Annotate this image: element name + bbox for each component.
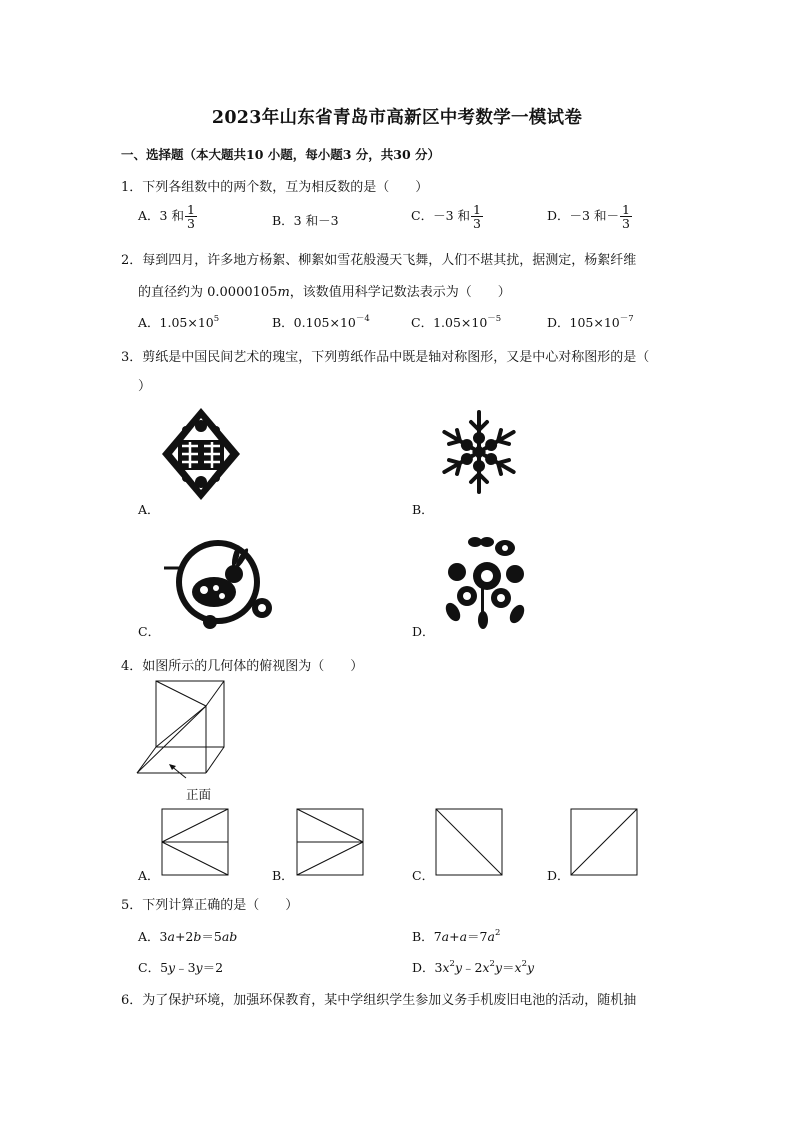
q5-a-label: A． <box>138 929 160 944</box>
q2-d-base: D．105×10 <box>547 315 620 330</box>
q5-d-label: D． <box>412 960 435 975</box>
q2-option-d[interactable] <box>547 313 634 331</box>
q2-b-base: B．0.105×10 <box>272 315 356 330</box>
q2-option-b[interactable] <box>272 313 370 331</box>
q2-c-exp: －5 <box>487 314 502 324</box>
q2-d-exp: －7 <box>619 314 634 324</box>
q1-d-den: 3 <box>621 216 630 231</box>
q3-option-a[interactable]: A． <box>138 502 160 517</box>
q1-d-num: 1 <box>621 202 630 217</box>
q5-b-label: B． <box>412 929 434 944</box>
q1-c-label: C．－3 和 <box>411 208 470 223</box>
papercut-flowers-butterfly-image <box>437 534 531 632</box>
q5-c-label: C． <box>138 960 161 975</box>
q3-option-d[interactable]: D． <box>412 624 435 639</box>
q2-line2-post: ，该数值用科学记数法表示为（ ） <box>289 285 511 300</box>
q3-option-c[interactable]: C． <box>138 624 161 639</box>
q1-a-label: A．3 和 <box>138 208 184 223</box>
question-1-stem: 1．下列各组数中的两个数，互为相反数的是（ ） <box>121 180 429 195</box>
q2-b-exp: －4 <box>355 314 370 324</box>
q1-c-fraction <box>471 203 483 230</box>
q1-a-num: 1 <box>186 202 195 217</box>
q1-d-fraction <box>620 203 632 230</box>
q1-option-d[interactable] <box>547 203 633 230</box>
front-direction-arrow <box>166 762 190 782</box>
q1-d-label: D．－3 和－ <box>547 208 619 223</box>
q4-option-b[interactable]: B． <box>272 868 294 883</box>
question-3-line2: ） <box>138 379 152 394</box>
q1-option-b[interactable]: B．3 和－3 <box>272 213 339 228</box>
q4-option-b-figure <box>296 808 366 878</box>
section-heading: 一、选择题（本大题共10 小题，每小题3 分，共30 分） <box>121 147 441 162</box>
question-4-stem: 4．如图所示的几何体的俯视图为（ ） <box>121 659 364 674</box>
question-2-line1: 2．每到四月，许多地方杨絮、柳絮如雪花般漫天飞舞，人们不堪其扰，据测定，杨絮纤维 <box>121 253 637 268</box>
q4-option-d-figure <box>570 808 640 878</box>
papercut-double-happiness-image <box>160 404 242 502</box>
page-title: 2023年山东省青岛市高新区中考数学一模试卷 <box>211 108 583 128</box>
q2-line2-pre: 的直径约为 0.0000105 <box>138 285 278 300</box>
q1-c-num: 1 <box>473 202 481 217</box>
q5-option-b[interactable]: B．$7a+a=7a^2$ <box>412 928 501 944</box>
q1-a-fraction <box>185 203 197 230</box>
q4-option-c[interactable]: C． <box>412 868 435 883</box>
q2-a-exp: 5 <box>213 314 220 324</box>
question-3-line1: 3．剪纸是中国民间艺术的瑰宝，下列剪纸作品中既是轴对称图形，又是中心对称图形的是（ <box>121 350 650 365</box>
q5-option-d[interactable]: D．$3x^2y﹣2x^2y=x^2y$ <box>412 959 535 975</box>
q4-option-a[interactable]: A． <box>138 868 160 883</box>
front-view-label: 正面 <box>186 787 212 802</box>
q1-option-c[interactable] <box>411 203 484 230</box>
q5-option-a[interactable]: A．3a+2b＝5ab <box>138 929 238 944</box>
q1-c-den: 3 <box>473 216 481 231</box>
q2-option-c[interactable] <box>411 313 501 331</box>
q4-option-c-figure <box>435 808 505 878</box>
papercut-snowflake-image <box>432 404 526 500</box>
q2-option-a[interactable] <box>138 313 219 331</box>
question-6-line1: 6．为了保护环境，加强环保教育，某中学组织学生参加义务手机废旧电池的活动，随机抽 <box>121 993 637 1008</box>
q3-option-b[interactable]: B． <box>412 502 434 517</box>
q4-option-d[interactable]: D． <box>547 868 570 883</box>
q1-a-den: 3 <box>186 216 195 231</box>
question-2-line2 <box>138 281 511 300</box>
papercut-rabbit-image <box>160 538 278 630</box>
q2-a-base: A．1.05×10 <box>138 315 214 330</box>
q5-option-c[interactable]: C．5y﹣3y＝2 <box>138 960 224 975</box>
q1-option-a[interactable] <box>138 203 198 230</box>
q2-c-base: C．1.05×10 <box>411 315 488 330</box>
q2-unit: m <box>277 285 290 300</box>
q4-option-a-figure <box>161 808 231 878</box>
question-5-stem: 5．下列计算正确的是（ ） <box>121 898 299 913</box>
